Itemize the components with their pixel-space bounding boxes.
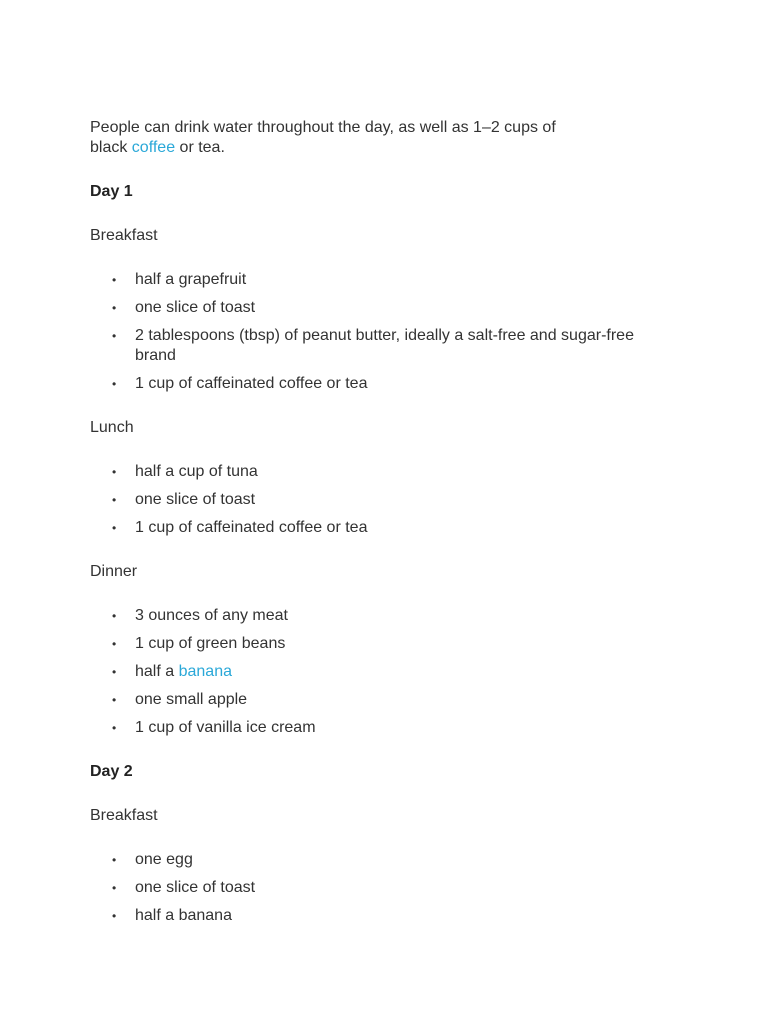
food-item-text: half a (135, 663, 179, 680)
bullet-icon: • (112, 693, 117, 707)
food-list-item (90, 326, 668, 366)
food-list (90, 606, 668, 738)
bullet-icon: • (112, 493, 117, 507)
bullet-icon: • (112, 521, 117, 535)
food-item-text: 1 cup of green beans (135, 635, 286, 652)
intro-text-before: People can drink water throughout the day, as well as 1–2 cups of black (90, 119, 556, 156)
food-item-text: 1 cup of caffeinated coffee or tea (135, 375, 368, 392)
food-item-text: one slice of toast (135, 879, 256, 896)
food-list-item (90, 634, 668, 654)
meal-heading: Dinner (90, 563, 138, 580)
coffee-link[interactable]: coffee (131, 139, 176, 156)
food-list-item (90, 270, 668, 290)
intro-text-after: or tea. (175, 139, 225, 156)
food-list-item (90, 462, 668, 482)
day-heading: Day 1 (90, 183, 133, 200)
intro-paragraph (90, 118, 590, 158)
food-list-item (90, 690, 668, 710)
food-list-item (90, 878, 668, 898)
bullet-icon: • (112, 881, 117, 895)
food-item-text: 1 cup of vanilla ice cream (135, 719, 316, 736)
bullet-icon: • (112, 721, 117, 735)
food-item-text: one egg (135, 851, 193, 868)
food-list-item (90, 850, 668, 870)
food-item-text: half a cup of tuna (135, 463, 258, 480)
food-item-text: half a grapefruit (135, 271, 247, 288)
bullet-icon: • (112, 665, 117, 679)
food-item-text: 2 tablespoons (tbsp) of peanut butter, ideally a salt-free and sugar-free brand (135, 327, 634, 364)
food-list (90, 850, 668, 926)
food-item-text: one slice of toast (135, 491, 256, 508)
food-item-text: one slice of toast (135, 299, 256, 316)
food-list-item (90, 298, 668, 318)
meal-plan (90, 182, 668, 926)
food-list-item (90, 490, 668, 510)
bullet-icon: • (112, 637, 117, 651)
food-item-text: 1 cup of caffeinated coffee or tea (135, 519, 368, 536)
banana-link[interactable]: banana (178, 663, 232, 680)
meal-heading: Breakfast (90, 807, 158, 824)
food-list-item (90, 518, 668, 538)
day-heading: Day 2 (90, 763, 133, 780)
food-list-item (90, 662, 668, 682)
food-list-item (90, 718, 668, 738)
bullet-icon: • (112, 273, 117, 287)
food-list-item (90, 906, 668, 926)
food-list (90, 270, 668, 394)
food-item-text: half a banana (135, 907, 232, 924)
bullet-icon: • (112, 301, 117, 315)
food-item-text: one small apple (135, 691, 248, 708)
bullet-icon: • (112, 909, 117, 923)
food-list-item (90, 374, 668, 394)
bullet-icon: • (112, 465, 117, 479)
food-list-item (90, 606, 668, 626)
bullet-icon: • (112, 853, 117, 867)
food-list (90, 462, 668, 538)
meal-heading: Lunch (90, 419, 134, 436)
bullet-icon: • (112, 329, 117, 343)
food-item-text: 3 ounces of any meat (135, 607, 288, 624)
meal-heading: Breakfast (90, 227, 158, 244)
bullet-icon: • (112, 377, 117, 391)
bullet-icon: • (112, 609, 117, 623)
